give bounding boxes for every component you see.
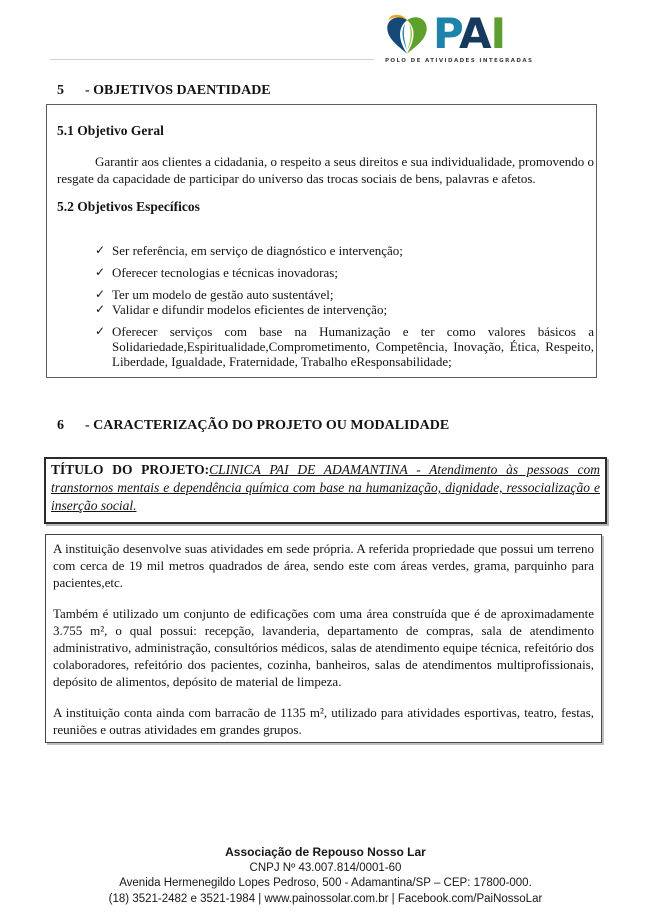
section-6-title: - CARACTERIZAÇÃO DO PROJETO OU MODALIDADE (85, 418, 450, 433)
list-item (95, 265, 594, 280)
brand-tagline: POLO DE ATIVIDADES INTEGRADAS (385, 58, 534, 64)
section-6-number: 6 (57, 418, 64, 433)
section-6-heading (57, 418, 449, 434)
list-item-text: Oferecer serviços com base na Humanização e ter como valores básicos a Solidariedade,Espiritualidade,Comprometimento, Competência, Inovação, Ética, Respeito, Liberdade, Igualdade, Fraternidade, Trabalho eResponsabilidade; (112, 324, 594, 369)
footer-cnpj: CNPJ Nº 43.007.814/0001-60 (249, 861, 402, 874)
section-5-number: 5 (57, 83, 64, 98)
brand-text (433, 9, 506, 58)
list-item-text: Validar e difundir modelos eficientes de intervenção; (112, 302, 388, 317)
check-icon: ✓ (95, 243, 106, 257)
list-item (95, 287, 594, 302)
brand-letter-i: I (490, 9, 506, 58)
list-item-text: Ser referência, em serviço de diagnóstico e intervenção; (112, 243, 403, 258)
objetivos-especificos-heading: 5.2 Objetivos Específicos (57, 199, 200, 214)
objectives-list (57, 243, 594, 369)
list-item-text: Ter um modelo de gestão auto sustentável; (112, 287, 334, 302)
check-icon: ✓ (95, 265, 106, 279)
description-paragraph-3: A instituição conta ainda com barracão de 1135 m², utilizado para atividades esportivas, teatro, festas, reuniões e outras atividades em grandes grupos. (53, 705, 594, 737)
description-paragraph-1: A instituição desenvolve suas atividades em sede própria. A referida propriedade que possui um terreno com cerca de 19 mil metros quadrados de área, sendo este com áreas verdes, grama, parquinho para pacientes,etc. (53, 541, 594, 590)
footer-address: Avenida Hermenegildo Lopes Pedroso, 500 - Adamantina/SP – CEP: 17800-000. (119, 877, 532, 889)
brand-letter-p: P (433, 9, 459, 58)
letterhead-divider (50, 59, 374, 60)
heart-icon (383, 12, 431, 57)
list-item-text: Oferecer tecnologias e técnicas inovadoras; (112, 265, 338, 280)
list-item (95, 302, 594, 317)
description-box (45, 534, 602, 743)
project-title-label: TÍTULO DO PROJETO: (51, 462, 210, 477)
section-5-title: - OBJETIVOS DAENTIDADE (85, 83, 271, 98)
section-5-heading (57, 83, 271, 99)
objetivo-geral-heading: 5.1 Objetivo Geral (57, 123, 164, 138)
footer-org-name: Associação de Repouso Nosso Lar (225, 845, 426, 859)
project-title-text: CLINICA PAI DE ADAMANTINA - Atendimento às pessoas com transtornos mentais e dependência química com base na humanização, dignidade, ressocialização e inserção social. (51, 462, 600, 513)
project-title-box (44, 457, 607, 524)
check-icon: ✓ (95, 324, 106, 338)
list-item (95, 243, 594, 258)
objetivo-geral-text: Garantir aos clientes a cidadania, o respeito a seus direitos e sua individualidade, promovendo o resgate da capacidade de participar do universo das trocas sociais de bens, palavras e afetos. (57, 154, 594, 186)
objectives-box (46, 104, 597, 378)
brand-letter-a: A (458, 9, 491, 58)
check-icon: ✓ (95, 302, 106, 316)
description-paragraph-2: Também é utilizado um conjunto de edificações com uma área construída que é de aproximadamente 3.755 m², o qual possui: recepção, lavanderia, departamento de compras, sala de atendimento administrativo, administração, consultórios médicos, salas de atendimento equipe técnica, refeitório dos colaboradores, refeitório dos pacientes, cozinha, banheiros, salas de atendimentos multiprofissionais, depósito de alimentos, depósito de material de limpeza. (53, 606, 594, 689)
page-footer (0, 845, 651, 907)
footer-contacts: (18) 3521-2482 e 3521-1984 | www.painossolar.com.br | Facebook.com/PaiNossoLar (108, 892, 543, 905)
brand-logo (383, 9, 534, 64)
list-item (95, 324, 594, 369)
check-icon: ✓ (95, 287, 106, 301)
